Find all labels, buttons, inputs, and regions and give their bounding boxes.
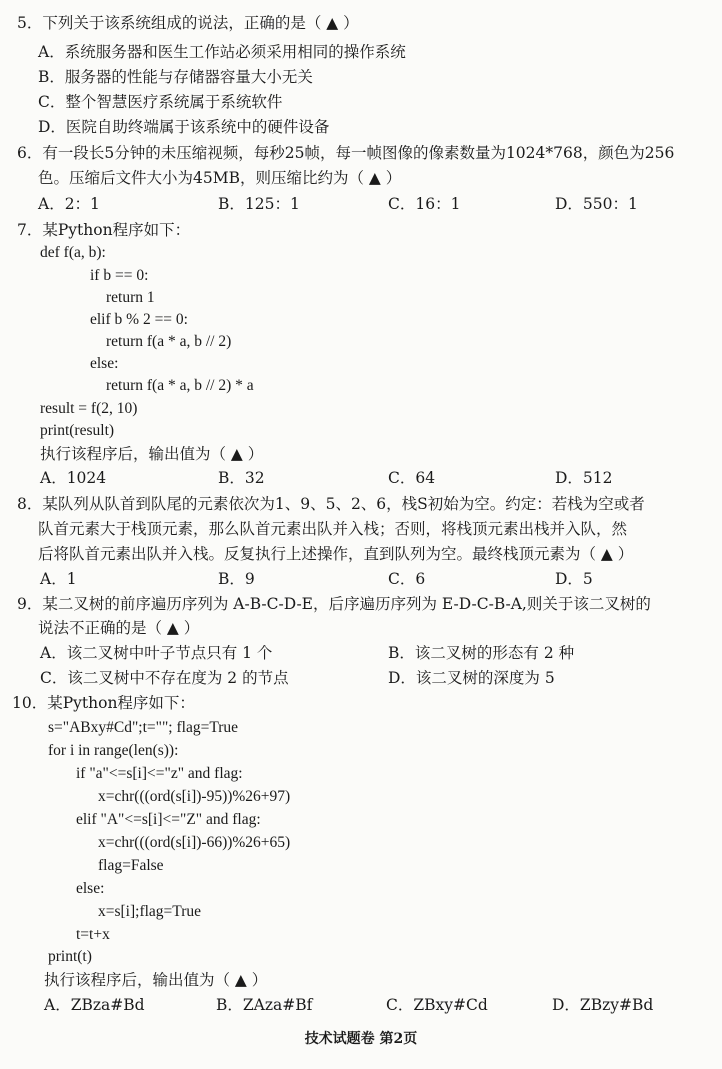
q7-option-b: B．32 bbox=[218, 469, 265, 487]
q6-option-d: D．550：1 bbox=[555, 195, 638, 213]
q10-code-line: s="ABxy#Cd";t=""; flag=True bbox=[48, 719, 239, 736]
q10-code-line: print(t) bbox=[48, 948, 92, 965]
q9-option-d: D．该二叉树的深度为 5 bbox=[388, 669, 555, 687]
q7-option-d: D．512 bbox=[555, 469, 613, 487]
q8-option-a: A．1 bbox=[40, 570, 77, 588]
q8-option-b: B．9 bbox=[218, 570, 255, 588]
q10-option-d: D．ZBzy#Bd bbox=[552, 996, 654, 1014]
q7-code-line: return f(a * a, b // 2) * a bbox=[106, 377, 254, 394]
q5-option-a: A．系统服务器和医生工作站必须采用相同的操作系统 bbox=[38, 43, 406, 61]
q5-option-c: C．整个智慧医疗系统属于系统软件 bbox=[38, 93, 283, 111]
q10-option-b: B．ZAza#Bf bbox=[216, 996, 313, 1014]
q7-code-line: else: bbox=[90, 355, 119, 372]
q7-option-c: C．64 bbox=[388, 469, 436, 487]
q7-stem: 7．某Python程序如下： bbox=[17, 221, 191, 239]
q10-code-line: else: bbox=[76, 880, 105, 897]
q8-stem-line3: 后将队首元素出队并入栈。反复执行上述操作，直到队列为空。最终栈顶元素为（ ▲ ） bbox=[38, 545, 634, 563]
q10-stem: 10．某Python程序如下： bbox=[12, 694, 195, 712]
q9-option-a: A．该二叉树中叶子节点只有 1 个 bbox=[40, 644, 273, 662]
q10-code-line: x=chr(((ord(s[i])-95))%26+97) bbox=[98, 788, 291, 805]
q10-option-c: C．ZBxy#Cd bbox=[386, 996, 488, 1014]
q10-code-line: elif "A"<=s[i]<="Z" and flag: bbox=[76, 811, 261, 828]
q7-code-line: def f(a, b): bbox=[40, 244, 106, 261]
q10-code-line: x=s[i];flag=True bbox=[98, 903, 202, 920]
q7-code-line: elif b % 2 == 0: bbox=[90, 311, 188, 328]
page-footer: 技术试题卷 第2页 bbox=[304, 1031, 418, 1047]
q9-stem-line1: 9．某二叉树的前序遍历序列为 A-B-C-D-E，后序遍历序列为 E-D-C-B-A,则关于该二叉树的 bbox=[17, 595, 651, 613]
q8-option-d: D．5 bbox=[555, 570, 593, 588]
q7-code-line: print(result) bbox=[40, 422, 115, 439]
q8-option-c: C．6 bbox=[388, 570, 426, 588]
q6-stem-line1: 6．有一段长5分钟的未压缩视频，每秒25帧，每一帧图像的像素数量为1024*768，颜色为256 bbox=[17, 144, 675, 162]
q6-option-b: B．125：1 bbox=[218, 195, 300, 213]
q10-code-line: for i in range(len(s)): bbox=[48, 742, 179, 759]
q7-option-a: A．1024 bbox=[40, 469, 107, 487]
q7-code-line: if b == 0: bbox=[90, 267, 149, 284]
q6-stem-line2: 色。压缩后文件大小为45MB，则压缩比约为（ ▲ ） bbox=[38, 169, 402, 187]
q10-code-line: if "a"<=s[i]<="z" and flag: bbox=[76, 765, 243, 782]
q10-ask: 执行该程序后，输出值为（ ▲ ） bbox=[44, 971, 268, 989]
q7-code-line: result = f(2, 10) bbox=[40, 400, 138, 417]
q9-stem-line2: 说法不正确的是（ ▲ ） bbox=[38, 619, 200, 637]
q10-code-line: x=chr(((ord(s[i])-66))%26+65) bbox=[98, 834, 291, 851]
q10-code-line: t=t+x bbox=[76, 926, 110, 943]
q6-option-c: C．16：1 bbox=[388, 195, 461, 213]
q6-option-a: A．2：1 bbox=[38, 195, 100, 213]
q7-code-line: return 1 bbox=[106, 289, 155, 306]
q9-option-c: C．该二叉树中不存在度为 2 的节点 bbox=[40, 669, 289, 687]
q9-option-b: B．该二叉树的形态有 2 种 bbox=[388, 644, 575, 662]
q10-option-a: A．ZBza#Bd bbox=[44, 996, 145, 1014]
q5-stem: 5．下列关于该系统组成的说法，正确的是（ ▲ ） bbox=[17, 14, 359, 32]
q7-code-line: return f(a * a, b // 2) bbox=[106, 333, 232, 350]
q8-stem-line1: 8．某队列从队首到队尾的元素依次为1、9、5、2、6，栈S初始为空。约定：若栈为空或者 bbox=[17, 495, 645, 513]
q7-ask: 执行该程序后，输出值为（ ▲ ） bbox=[40, 445, 264, 463]
q8-stem-line2: 队首元素大于栈顶元素，那么队首元素出队并入栈；否则，将栈顶元素出栈并入队，然 bbox=[38, 520, 628, 538]
q10-code-line: flag=False bbox=[98, 857, 164, 874]
q5-option-d: D．医院自助终端属于该系统中的硬件设备 bbox=[38, 118, 330, 136]
q5-option-b: B．服务器的性能与存储器容量大小无关 bbox=[38, 68, 313, 86]
